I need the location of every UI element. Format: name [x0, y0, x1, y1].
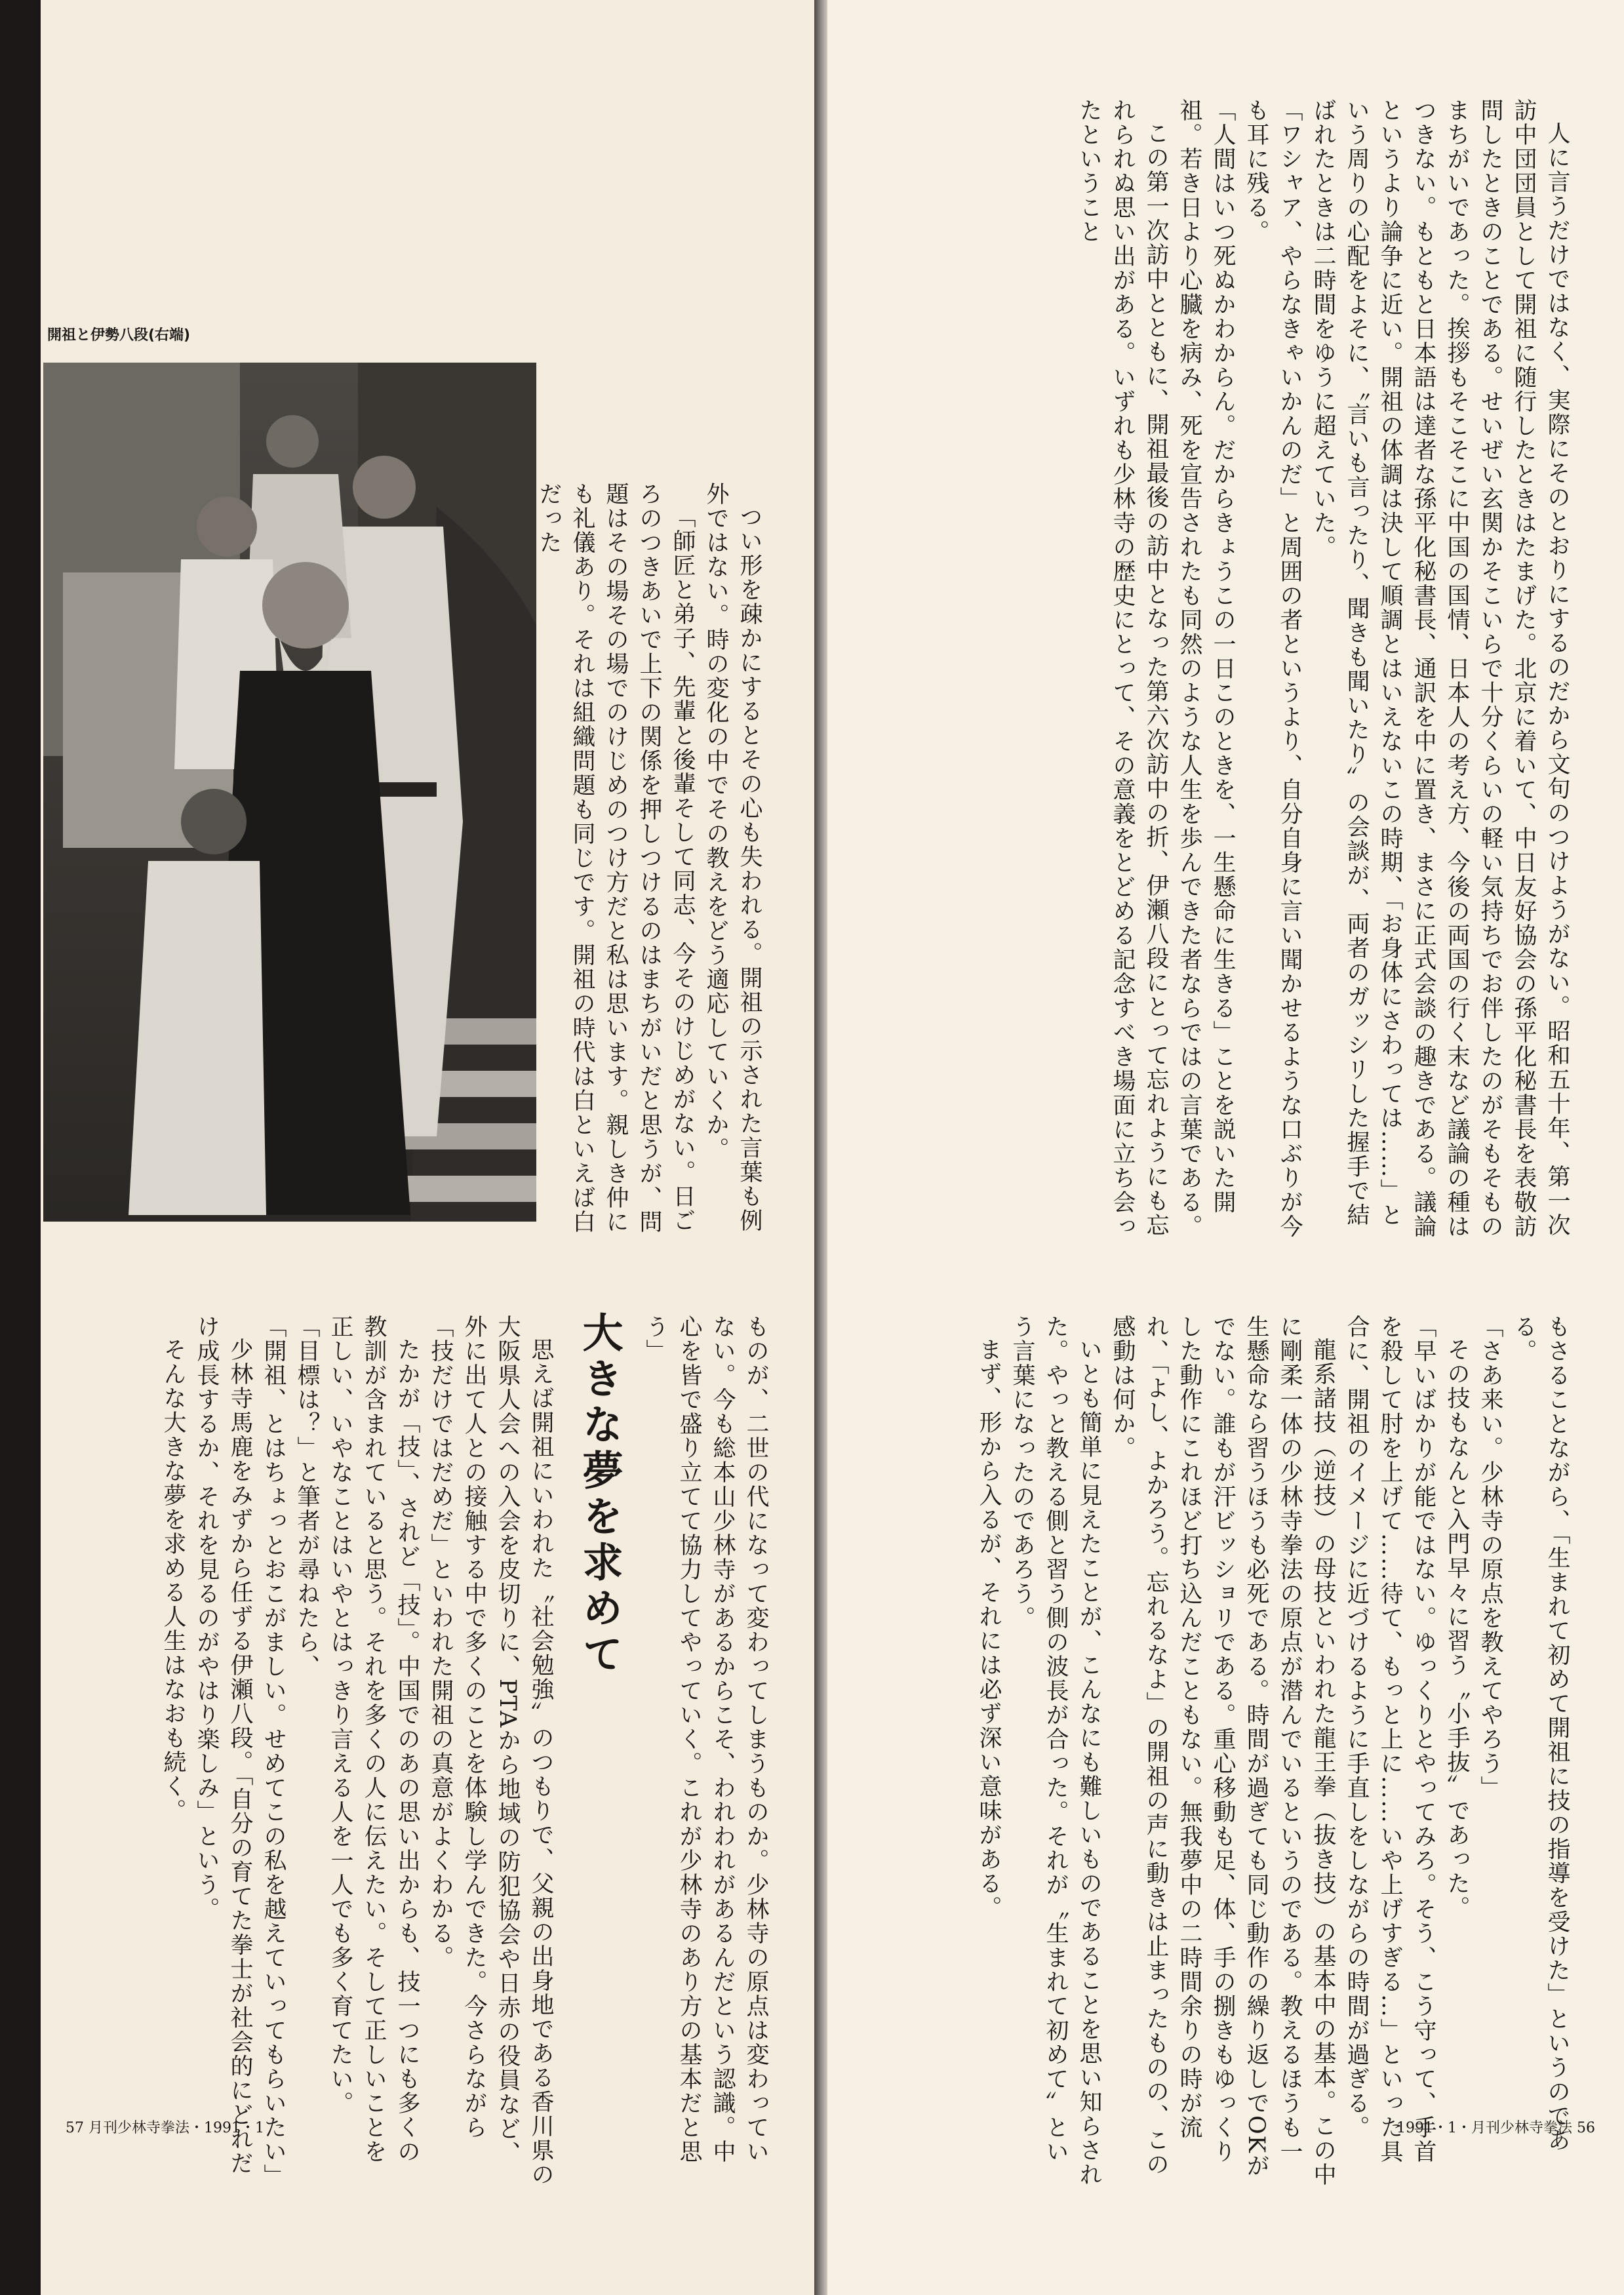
right-lower-text: [879, 1315, 1574, 2187]
left-lower-text-body: [72, 1315, 557, 2187]
left-lower-text-intro: [628, 1315, 772, 2187]
right-upper-text: [879, 98, 1574, 1246]
paragraph: 「開祖、とはちょっとおこがましい。せめてこの私を越えていってもらいたい」: [260, 1315, 287, 2188]
photo-caption: 開祖と伊勢八段(右端): [47, 327, 191, 344]
paragraph: 「師匠と弟子、先輩と後輩そして同志、今そのけじめがない。日ごろのつきあいで上下の関係を押しつけるのはまちがいだと思うが、問題はその場その場でのけじめのつけ方だと私は思います。親しき仲にも礼儀あり。それは組織問題も同じです。開祖の時代は白といえば白だった: [536, 482, 696, 1234]
paragraph: 思えば開祖にいわれた〝社会勉強〟のつもりで、父親の出身地である香川県の大阪県人会への入会を皮切りに、PTAから地域の防犯協会や日赤の役員など、外に出て人との接触する中で多くのことを体験し学んできた。今さらながら「技だけではだめだ」といわれた開祖の真意がよくわかる。: [427, 1315, 554, 2187]
paragraph: まず、形から入るが、それには必ず深い意味がある。: [976, 1338, 1002, 1920]
paragraph: その技もなんと入門早々に習う〝小手抜〟であった。: [1444, 1338, 1470, 1920]
paragraph: 龍系諸技（逆技）の母技といわれた龍王拳（抜き技）の基本中の基本。この中に剛柔一体の少林寺拳法の原点が潜んでいるというのである。教えるほうも一生懸命なら習うほうも必死である。時間が過ぎても同じ動作の繰り返しでOKがでない。誰もが汗ビッショリである。重心移動も足、体、手の捌きもゆっくりした動作にこれほど打ち込んだこともない。無我夢中の二時間余りの時が流れ、「よし、よかろう。忘れるなよ」の開祖の声に動きは止まったものの、この感動は何か。: [1109, 1315, 1336, 2187]
left-photo-column-text: [536, 482, 766, 1246]
paragraph: 少林寺馬鹿をみずから任ずる伊瀬八段。「自分の育てた拳士が社会的にどれだけ成長するか、それを見るのがやはり楽しみ」という。: [193, 1315, 253, 2176]
paragraph: たかが「技」、されど「技」。中国でのあの思い出からも、技一つにも多くの教訓が含まれていると思う。それを多くの人に伝えたい。そして正しいことを正しい、いやなことはいやとはっきり言える人を一人でも多く育てたい。: [327, 1315, 420, 2164]
paragraph: 「早いばかりが能ではない。ゆっくりとやってみろ。そう、こう守って、手首を殺して肘を上げて……待て、もっと上に……いや上げすぎる…」といった具合に、開祖のイメージに近づけるように手直しをしながらの時間が過ぎる。: [1343, 1315, 1436, 2164]
paragraph: 「さあ来い。少林寺の原点を教えてやろう」: [1477, 1315, 1503, 1800]
paragraph: この第一次訪中とともに、開祖最後の訪中となった第六次訪中の折、伊瀬八段にとって忘れようにも忘れられぬ思い出がある。いずれも少林寺の歴史にとって、その意義をとどめる記念すべき場面に立ち会ったということ: [1076, 98, 1169, 1239]
paragraph: 人に言うだけではなく、実際にそのとおりにするのだから文句のつけようがない。昭和五十年、第一次訪中団団員として開祖に随行したときはたまげた。北京に着いて、中日友好協会の孫平化秘書長を表敬訪問したときのことである。せいぜい玄関かそこいらで十分くらいの軽い気持ちでお伴したのがそもそものまちがいであった。挨拶もそこそこに中国の国情、日本人の考え方、今後の両国の行く末など議論の種はつきない。もともと日本語は達者な孫平化秘書長、通訳を中に置き、まさに正式会談の趣きである。議論というより論争に近い。開祖の体調は決して順調とはいえないこの時期、「お身体にさわっては……」という周りの心配をよそに、〝言いも言ったり、聞きも聞いたり〟の会談が、両者のガッシリした握手で結ばれたときは二時間をゆうに超えていた。: [1310, 98, 1570, 1239]
section-heading: 大きな夢を求めて: [576, 1311, 624, 1679]
paragraph: 「人間はいつ死ぬかわからん。だからきょうこの一日このときを、一生懸命に生きる」ことを説いた開祖。若き日より心臓を病み、死を宣告されたも同然のような人生を歩んできた者ならではの言葉である。: [1176, 98, 1236, 1239]
paragraph: つい形を疎かにするとその心も失われる。開祖の示された言葉も例外ではない。時の変化の中でその教えをどう適応していくか。: [703, 482, 762, 1233]
page-number-left: 57 月刊少林寺拳法・1991・1: [66, 2120, 264, 2136]
photo-founder-and-ise: [43, 363, 536, 1222]
paragraph: そんな大きな夢を求める人生はなおも続く。: [160, 1338, 186, 1823]
paragraph: 「目標は？」と筆者が尋ねたら、: [294, 1315, 320, 1679]
photo-image: [43, 363, 536, 1222]
paragraph: 「ワシャア、やらなきゃいかんのだ」と周囲の者というより、自分自身に言い聞かせるような口ぶりが今も耳に残る。: [1243, 98, 1303, 1239]
paragraph: ものが、二世の代になって変わってしまうものか。少林寺の原点は変わっていない。今も総本山少林寺があるからこそ、われわれがあるんだという認識。中心を皆で盛り立てて協力してやっていく。これが少林寺のあり方の基本だと思う」: [643, 1315, 769, 2164]
page-gutter: [814, 0, 827, 2295]
page-number-right: 1991・1・月刊少林寺拳法 56: [1396, 2120, 1595, 2136]
paragraph: もさることながら、「生まれて初めて開祖に技の指導を受けた」というのである。: [1511, 1315, 1570, 2153]
paragraph: いとも簡単に見えたことが、こんなにも難しいものであることを思い知らされた。やっと教える側と習う側の波長が合った。それが〝生まれて初めて〟という言葉になったのであろう。: [1009, 1315, 1102, 2187]
